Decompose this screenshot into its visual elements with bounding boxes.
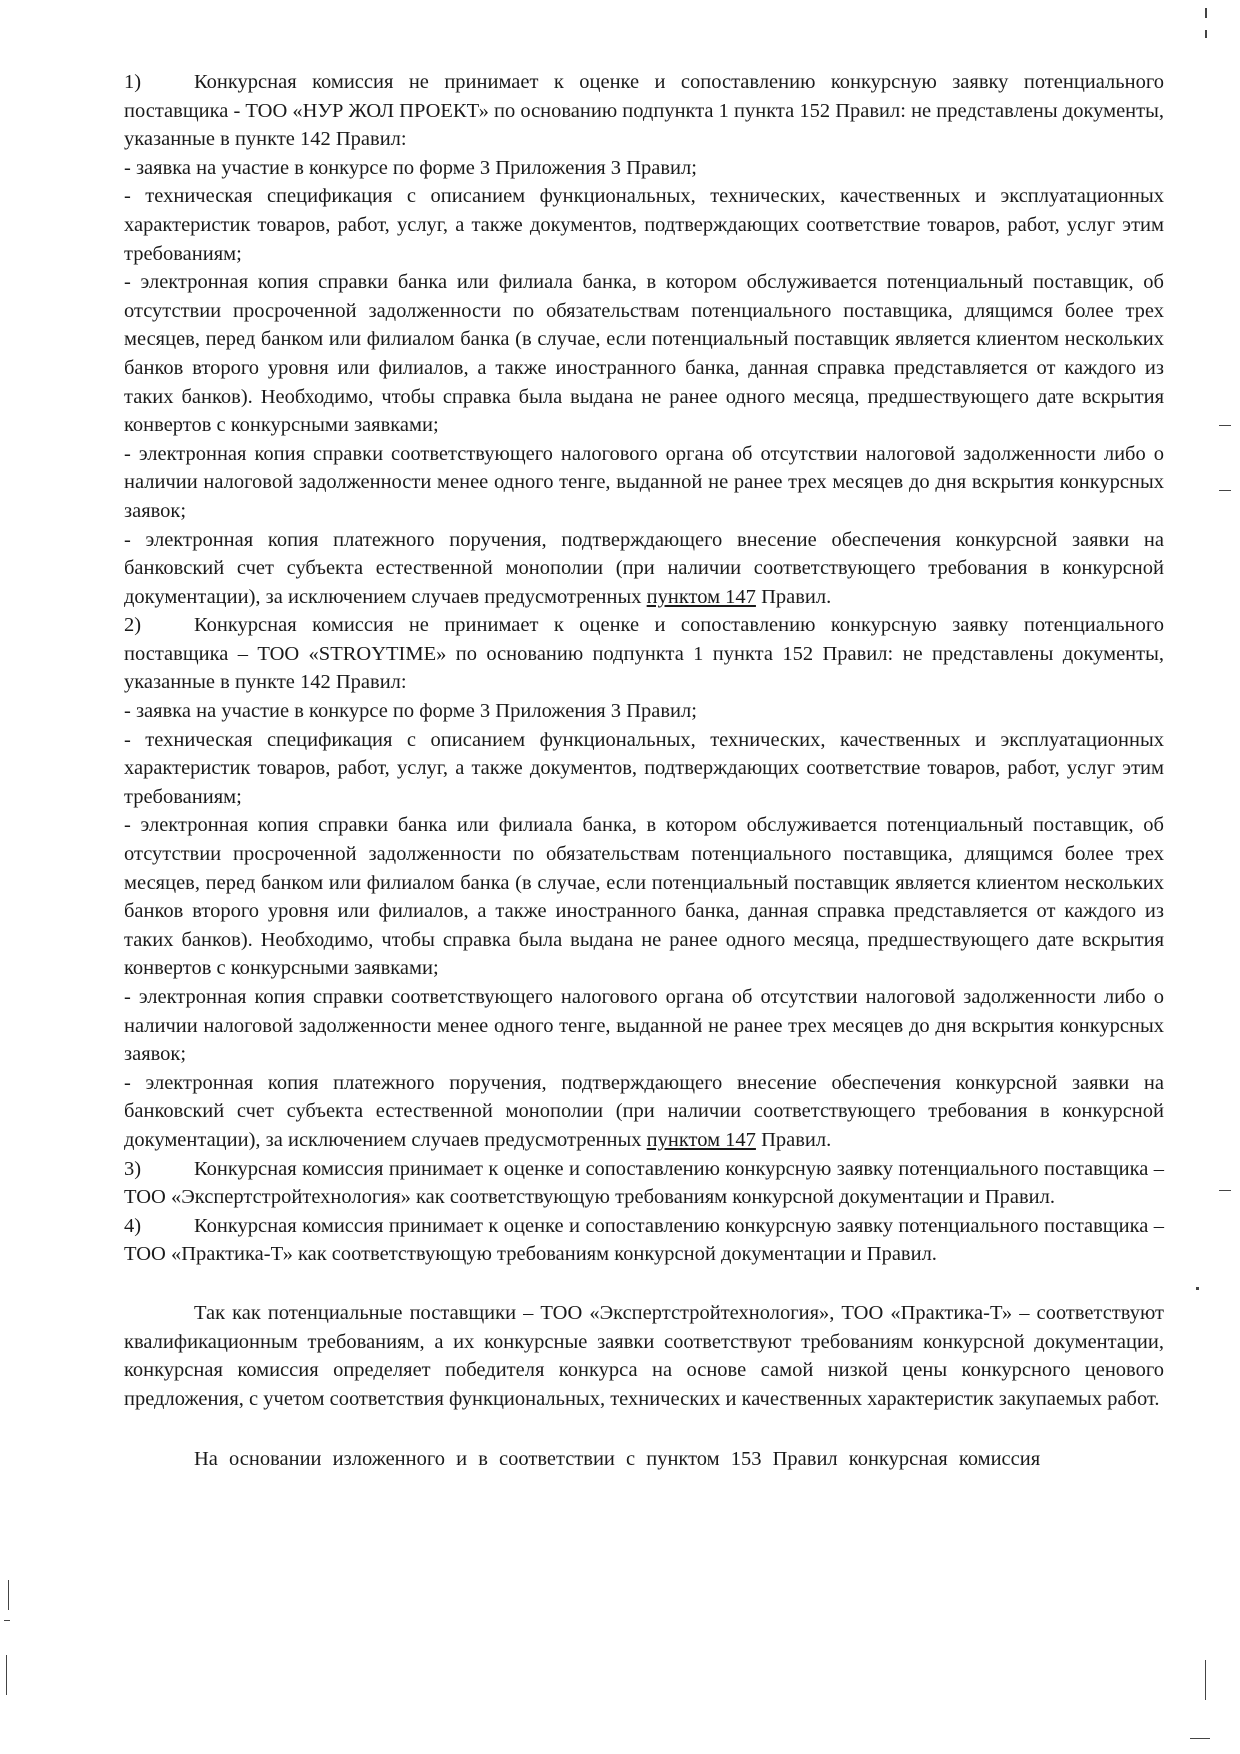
bullet-text-end: Правил. [755, 585, 832, 608]
item-intro-text: Конкурсная комиссия не принимает к оценке и сопоставлению конкурсную заявку потенциального поставщика – ТОО «STROYTIME» по основанию подпункта 1 пункта 152 Правил: не представлены документы, указанные в пункте 142 Правил: [124, 614, 1164, 694]
item-intro-text: Конкурсная комиссия принимает к оценке и сопоставлению конкурсную заявку потенциального поставщика – ТОО «Практика-Т» как соответствующую требованиям конкурсной документации и Правил. [124, 1214, 1164, 1266]
rule-reference-link[interactable]: пунктом 147 [646, 1128, 756, 1151]
item-intro [124, 1212, 1164, 1269]
item-intro [124, 1155, 1164, 1212]
requirement-bullet: - электронная копия справки банка или филиала банка, в котором обслуживается потенциальный поставщик, об отсутствии просроченной задолженности по обязательствам потенциального поставщика, длящимся более трех месяцев, перед банком или филиалом банка (в случае, если потенциальный поставщик является клиентом нескольких банков второго уровня или филиалов, а также иностранного банка, данная справка представляется от каждого из таких банков). Необходимо, чтобы справка была выдана не ранее одного месяца, предшествующего дате вскрытия конвертов с конкурсными заявками; [124, 271, 1164, 437]
scan-artifact [1190, 1738, 1210, 1739]
item-number: 2) [124, 614, 142, 637]
scan-artifact [6, 1655, 7, 1695]
requirement-bullet: - техническая спецификация с описанием функциональных, технических, качественных и эксплуатационных характеристик товаров, работ, услуг, а также документов, подтверждающих соответствие товаров, работ, услуг этим требованиям; [124, 185, 1164, 265]
item-intro-text: Конкурсная комиссия не принимает к оценке и сопоставлению конкурсную заявку потенциального поставщика - ТОО «НУР ЖОЛ ПРОЕКТ» по основанию подпункта 1 пункта 152 Правил: не представлены документы, указанные в пункте 142 Правил: [124, 71, 1164, 151]
item-number: 3) [124, 1157, 142, 1180]
scan-artifact [1219, 490, 1231, 491]
item-intro [124, 611, 1164, 697]
bullet-text: - электронная копия платежного поручения, подтверждающего внесение обеспечения конкурсной заявки на банковский счет субъекта естественной монополии (при наличии соответствующего требования в конкурсной документации), за исключением случаев предусмотренных [124, 1071, 1164, 1151]
decision-item-3 [124, 1155, 1164, 1212]
requirement-bullet: - заявка на участие в конкурсе по форме 3 Приложения 3 Правил; [124, 156, 697, 179]
rule-reference-link[interactable]: пунктом 147 [646, 585, 756, 608]
final-line: На основании изложенного и в соответствии с пунктом 153 Правил конкурсная комиссия [194, 1448, 1041, 1471]
decision-item-4 [124, 1212, 1164, 1269]
requirement-bullet [124, 1069, 1164, 1155]
item-number: 1) [124, 71, 142, 93]
decision-item-2 [124, 611, 1164, 1154]
item-number: 4) [124, 1214, 142, 1237]
requirement-bullet: - электронная копия справки соответствующего налогового органа об отсутствии налоговой задолженности либо о наличии налоговой задолженности менее одного тенге, выданной не ранее трех месяцев до дня вскрытия конкурсных заявок; [124, 442, 1164, 522]
scan-artifact [8, 1580, 9, 1610]
scan-artifact [1205, 1660, 1206, 1700]
bullet-text-end: Правил. [755, 1128, 832, 1151]
bullet-text: - электронная копия платежного поручения, подтверждающего внесение обеспечения конкурсной заявки на банковский счет субъекта естественной монополии (при наличии соответствующего требования в конкурсной документации), за исключением случаев предусмотренных [124, 528, 1164, 608]
requirement-bullet: - электронная копия справки банка или филиала банка, в котором обслуживается потенциальный поставщик, об отсутствии просроченной задолженности по обязательствам потенциального поставщика, длящимся более трех месяцев, перед банком или филиалом банка (в случае, если потенциальный поставщик является клиентом нескольких банков второго уровня или филиалов, а также иностранного банка, данная справка представляется от каждого из таких банков). Необходимо, чтобы справка была выдана не ранее одного месяца, предшествующего дате вскрытия конвертов с конкурсными заявками; [124, 814, 1164, 980]
conclusion-paragraph: Так как потенциальные поставщики – ТОО «Экспертстройтехнология», ТОО «Практика-Т» – соответствуют квалификационным требованиям, а их конкурсные заявки соответствуют требованиям конкурсной документации, конкурсная комиссия определяет победителя конкурса на основе самой низкой цены конкурсного ценового предложения, с учетом соответствия функциональных, технических и качественных характеристик закупаемых работ. [124, 1301, 1164, 1410]
scan-artifact [1219, 1190, 1231, 1191]
requirement-bullet [124, 526, 1164, 612]
scan-artifact [4, 1620, 10, 1621]
requirement-bullet: - электронная копия справки соответствующего налогового органа об отсутствии налоговой задолженности либо о наличии налоговой задолженности менее одного тенге, выданной не ранее трех месяцев до дня вскрытия конкурсных заявок; [124, 986, 1164, 1066]
scan-artifact [1196, 1287, 1199, 1290]
scan-artifact [1205, 8, 1207, 18]
requirement-bullet: - техническая спецификация с описанием функциональных, технических, качественных и эксплуатационных характеристик товаров, работ, услуг, а также документов, подтверждающих соответствие товаров, работ, услуг этим требованиям; [124, 728, 1164, 808]
requirement-bullet: - заявка на участие в конкурсе по форме 3 Приложения 3 Правил; [124, 700, 697, 723]
scan-artifact [1205, 30, 1207, 38]
item-intro [124, 68, 1164, 154]
item-intro-text: Конкурсная комиссия принимает к оценке и сопоставлению конкурсную заявку потенциального поставщика – ТОО «Экспертстройтехнология» как соответствующую требованиям конкурсной документации и Правил. [124, 1157, 1164, 1209]
scan-artifact [1219, 425, 1231, 426]
document-body [124, 68, 1164, 1494]
decision-item-1 [124, 68, 1164, 611]
